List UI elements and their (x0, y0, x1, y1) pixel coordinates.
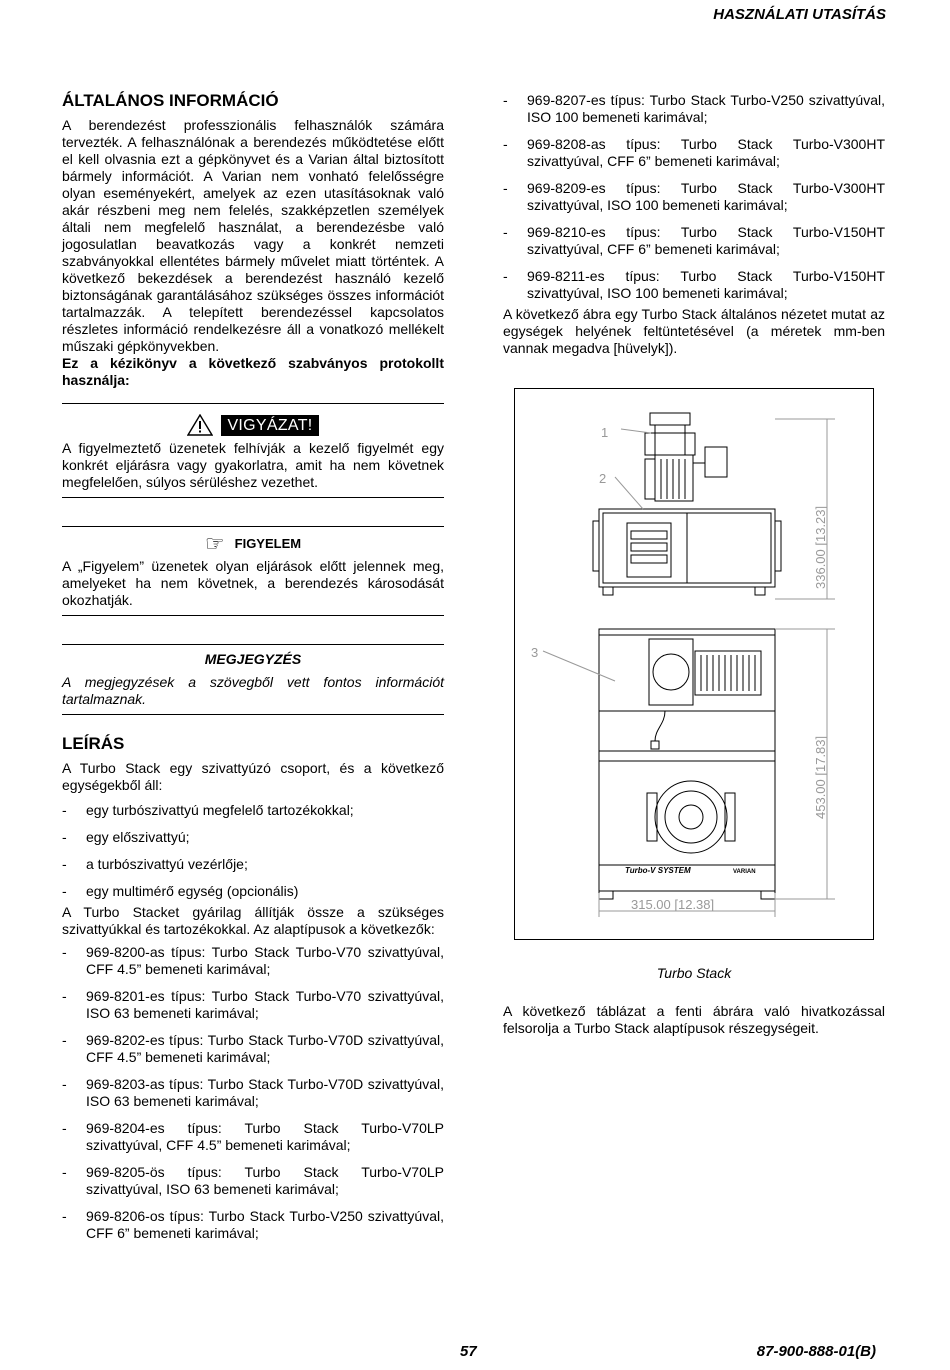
list-item: - 969-8200-as típus: Turbo Stack Turbo-V70 szivattyúval, CFF 4.5” bemeneti karimával; (62, 944, 444, 978)
list-item: - egy multimérő egység (opcionális) (62, 883, 444, 900)
note-block (62, 644, 444, 715)
caution-label: VIGYÁZAT! (221, 415, 318, 436)
list-item: - 969-8203-as típus: Turbo Stack Turbo-V70D szivattyúval, ISO 63 bemeneti karimával; (62, 1076, 444, 1110)
caution-header (62, 414, 444, 436)
turbo-stack-figure (514, 388, 874, 940)
warning-triangle-icon (187, 414, 213, 436)
list-item: - 969-8204-es típus: Turbo Stack Turbo-V70LP szivattyúval, CFF 4.5” bemeneti karimával; (62, 1120, 444, 1154)
list-item: - 969-8207-es típus: Turbo Stack Turbo-V250 szivattyúval, ISO 100 bemeneti karimával; (503, 92, 885, 126)
brand-label: VARIAN (733, 869, 756, 875)
general-heading: ÁLTALÁNOS INFORMÁCIÓ (62, 91, 279, 110)
figure-intro: A következő ábra egy Turbo Stack általános nézetet mutat az egységek helyének feltüntetésével (a méretek mm-ben vannak megadva [hüvelyk]). (503, 306, 885, 356)
list-item: - egy turbószivattyú megfelelő tartozékokkal; (62, 802, 444, 819)
attention-block (62, 526, 444, 616)
dimension-lower: 453.00 [17.83] (813, 735, 828, 819)
callout-2: 2 (599, 471, 607, 486)
units-list (62, 802, 444, 900)
figure-caption: Turbo Stack (656, 965, 732, 981)
description-heading: LEÍRÁS (62, 734, 125, 753)
list-item: - 969-8202-es típus: Turbo Stack Turbo-V70D szivattyúval, CFF 4.5” bemeneti karimával; (62, 1032, 444, 1066)
divider (62, 403, 444, 404)
running-header: HASZNÁLATI UTASÍTÁS (713, 6, 886, 23)
divider (62, 615, 444, 616)
list-item: - 969-8211-es típus: Turbo Stack Turbo-V150HT szivattyúval, ISO 100 bemeneti karimával; (503, 268, 885, 302)
note-label: MEGJEGYZÉS (204, 651, 302, 667)
dimension-width: 315.00 [12.38] (631, 897, 715, 912)
pump-flange (650, 413, 690, 425)
list-item: - 969-8206-os típus: Turbo Stack Turbo-V250 szivattyúval, CFF 6” bemeneti karimával; (62, 1208, 444, 1242)
left-column (62, 92, 444, 1252)
list-item: - 969-8205-ös típus: Turbo Stack Turbo-V70LP szivattyúval, ISO 63 bemeneti karimával; (62, 1164, 444, 1198)
pointing-hand-icon: ☞ (204, 531, 225, 556)
document-code: 87-900-888-01(B) (756, 1343, 876, 1360)
divider (62, 497, 444, 498)
turbo-stack-drawing (515, 389, 872, 938)
list-item: - 969-8208-as típus: Turbo Stack Turbo-V300HT szivattyúval, CFF 6” bemeneti karimával; (503, 136, 885, 170)
note-text: A megjegyzések a szövegből vett fontos információt tartalmaznak. (62, 674, 444, 707)
caution-text: A figyelmeztető üzenetek felhívják a kezelő figyelmét egy konkrét eljárásra vagy gyakorlatra, amit ha nem követnek megfelelően, súlyos sérüléshez vezethet. (62, 440, 444, 490)
panel-label: Turbo-V SYSTEM (625, 866, 691, 875)
after-figure-text: A következő táblázat a fenti ábrára való hivatkozással felsorolja a Turbo Stack alaptípusok részegységeit. (503, 1003, 885, 1036)
attention-label: FIGYELEM (234, 536, 302, 551)
divider (62, 526, 444, 527)
list-item: - 969-8210-es típus: Turbo Stack Turbo-V150HT szivattyúval, CFF 6” bemeneti karimával; (503, 224, 885, 258)
callout-3: 3 (531, 645, 539, 660)
caution-block (62, 403, 444, 498)
attention-header (62, 531, 444, 556)
list-item: - 969-8201-es típus: Turbo Stack Turbo-V70 szivattyúval, ISO 63 bemeneti karimával; (62, 988, 444, 1022)
divider (62, 644, 444, 645)
general-body: A berendezést professzionális felhasználók számára tervezték. A felhasználónak a berendezés működtetése előtt el kell olvasnia ezt a gépkönyvet és a Varian által biztosított bármely információt. A Varian nem vonható felelősségre olyan eseményekért, amelyek az ezen utasításoknak való akár részbeni meg nem felelés, szakképzetlen személyek általi nem megfelelő használat, a berendezésbe való jogosulatlan beavatkozás vagy a konkrét nemzeti szabványokkal ellentétes bármely művelet miatt történtek. A következő bekezdések a berendezést használó kezelő biztonságának garantálásához szükséges összes információt tartalmazzák. A telepített berendezéssel kapcsolatos részletes információ rendelkezésre áll a vonatkozó mellékelt műszaki gépkönyvekben. (62, 117, 444, 354)
right-column (503, 92, 885, 357)
dimension-upper: 336.00 [13.23] (813, 505, 828, 589)
list-item: - egy előszivattyú; (62, 829, 444, 846)
list-item: - a turbószivattyú vezérlője; (62, 856, 444, 873)
divider (62, 714, 444, 715)
types-intro: A Turbo Stacket gyárilag állítják össze a szükséges szivattyúkkal és tartozékokkal. Az alaptípusok a következők: (62, 904, 444, 937)
list-item: - 969-8209-es típus: Turbo Stack Turbo-V300HT szivattyúval, ISO 100 bemeneti karimával; (503, 180, 885, 214)
protocol-text: Ez a kézikönyv a következő szabványos protokollt használja: (62, 355, 444, 388)
types-list-left (62, 944, 444, 1242)
types-list-right (503, 92, 885, 302)
callout-1: 1 (601, 425, 609, 440)
attention-text: A „Figyelem” üzenetek olyan eljárások előtt jelennek meg, amelyeket ha nem követnek, a berendezés károsodását okozhatják. (62, 558, 444, 608)
page-number: 57 (460, 1343, 477, 1360)
description-intro: A Turbo Stack egy szivattyúzó csoport, és a következő egységekből áll: (62, 760, 444, 793)
